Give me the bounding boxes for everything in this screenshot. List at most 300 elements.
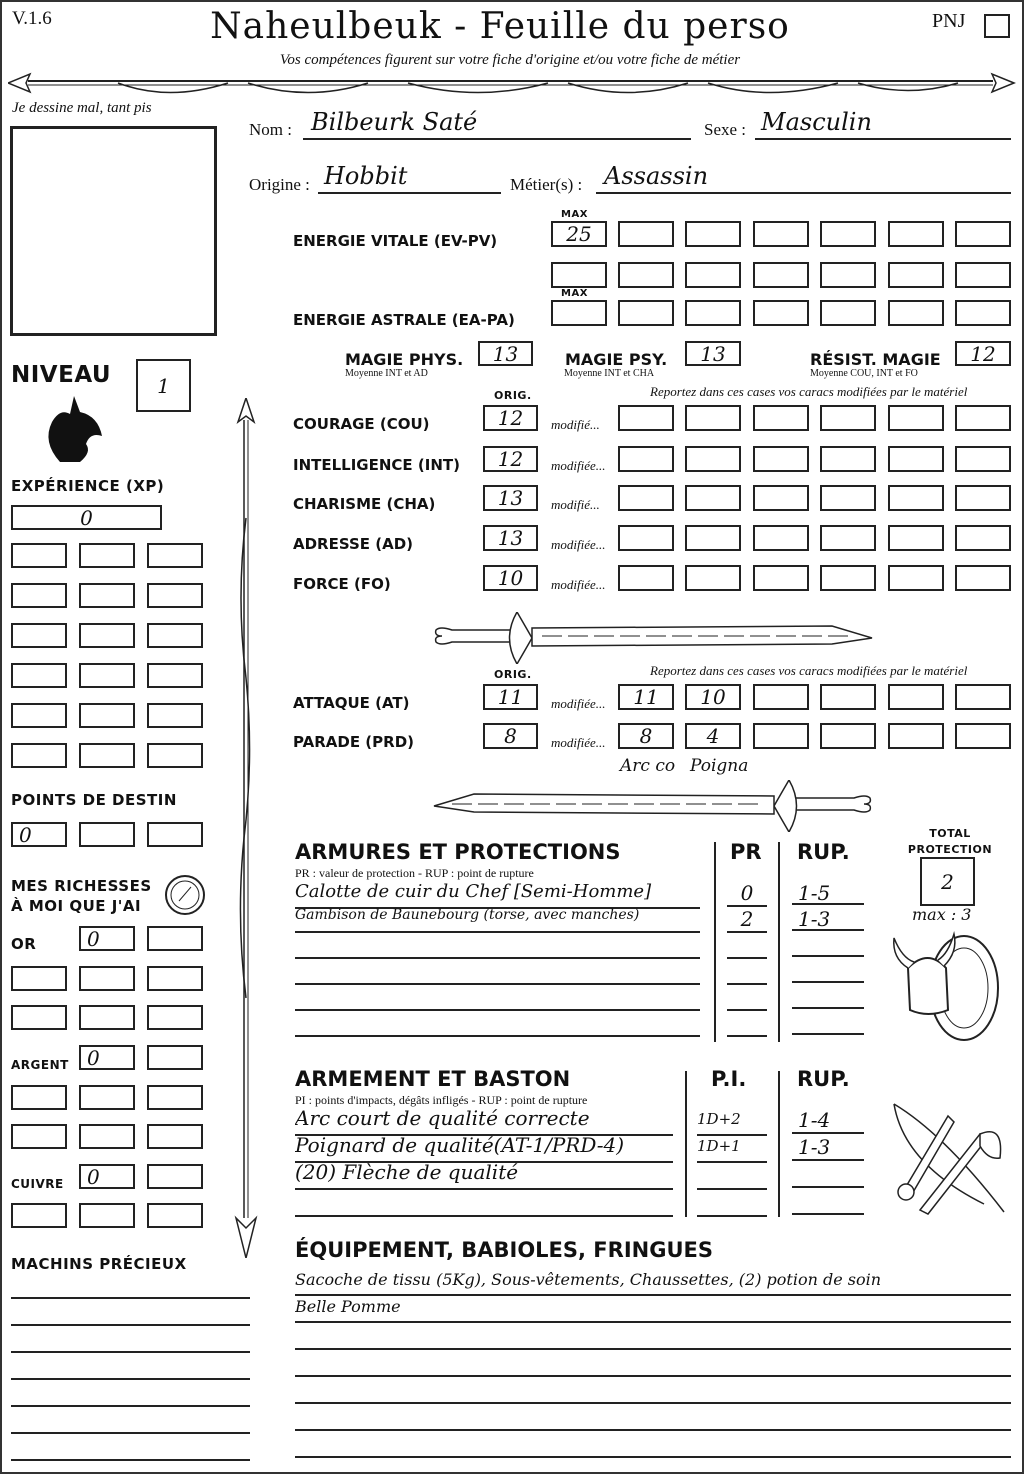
caracs-report-note: Reportez dans ces cases vos caracs modifiées par le matériel <box>650 384 968 399</box>
ev-box-value: 25 <box>566 222 592 246</box>
arme-pi-field[interactable]: 1D+2 <box>697 1110 767 1136</box>
ea-label: ENERGIE ASTRALE (EA-PA) <box>293 311 515 329</box>
money-box-value: 0 <box>87 926 100 951</box>
nom-value: Bilbeurk Saté <box>311 108 478 136</box>
combat-mod-box[interactable] <box>685 723 741 749</box>
xp-slot-box-value <box>149 585 201 606</box>
carac-label: CHARISME (CHA) <box>293 495 436 513</box>
carac-mod-box[interactable] <box>753 405 809 431</box>
money-box[interactable] <box>147 1203 203 1228</box>
money-box[interactable] <box>147 1045 203 1070</box>
money-box-value <box>81 968 133 989</box>
combat-mod-box-value <box>822 725 874 747</box>
money-box[interactable] <box>79 1045 135 1070</box>
carac-mod-box-value <box>755 567 807 589</box>
resist-magie-label: RÉSIST. MAGIE <box>810 350 941 369</box>
spear-divider-icon <box>8 68 1016 102</box>
richesses-label-line-1: MES RICHESSES <box>11 877 152 895</box>
carac-orig-box-value: 12 <box>497 447 524 471</box>
xp-slot-box-value <box>81 625 133 646</box>
carac-mod-box-value <box>620 487 672 509</box>
xp-slot-box-value <box>149 745 201 766</box>
sword-icon <box>432 612 874 664</box>
xp-slot-box[interactable] <box>79 663 135 688</box>
vertical-spear-icon <box>232 398 260 1258</box>
destin-box-value <box>149 824 201 845</box>
money-box[interactable] <box>11 1124 67 1149</box>
carac-mod-box[interactable] <box>820 525 876 551</box>
xp-slot-box-value <box>13 705 65 726</box>
machins-line[interactable] <box>11 1405 250 1407</box>
ea-box[interactable] <box>551 300 607 326</box>
carac-mod-box[interactable] <box>955 525 1011 551</box>
xp-slot-box[interactable] <box>79 543 135 568</box>
money-box-value <box>13 1087 65 1108</box>
combat-mod-box[interactable] <box>888 684 944 710</box>
ea-box[interactable] <box>820 300 876 326</box>
xp-slot-box-value <box>13 625 65 646</box>
ea-box[interactable] <box>753 300 809 326</box>
carac-mod-box[interactable] <box>955 446 1011 472</box>
carac-orig-box-value: 13 <box>497 486 524 510</box>
armement-note: PI : points d'impacts, dégâts infligés - RUP : point de rupture <box>295 1093 588 1107</box>
resist-magie-note: Moyenne COU, INT et FO <box>810 368 918 379</box>
arme-rup-field[interactable]: 1-3 <box>792 1135 864 1161</box>
carac-orig-box[interactable] <box>483 565 538 591</box>
xp-slot-box-value <box>13 585 65 606</box>
xp-slot-box[interactable] <box>147 663 203 688</box>
xp-slot-box[interactable] <box>11 623 67 648</box>
carac-mod-box[interactable] <box>888 485 944 511</box>
xp-slot-box[interactable] <box>79 623 135 648</box>
ev-box[interactable] <box>820 262 876 288</box>
arme-name-field[interactable] <box>295 1187 673 1217</box>
combat-mod-box[interactable] <box>685 684 741 710</box>
carac-orig-box[interactable] <box>483 446 538 472</box>
xp-slot-box[interactable] <box>11 663 67 688</box>
nom-label: Nom : <box>249 120 292 139</box>
armures-divider <box>714 842 716 1042</box>
pnj-checkbox[interactable] <box>984 14 1010 38</box>
combat-mod-box[interactable] <box>888 723 944 749</box>
carac-mod-box[interactable] <box>753 485 809 511</box>
carac-mod-box-value <box>755 487 807 509</box>
carac-mod-box-value <box>755 407 807 429</box>
niveau-value: 1 <box>157 373 170 398</box>
destin-box-value: 0 <box>19 822 32 847</box>
xp-slot-box-value <box>81 585 133 606</box>
xp-label: EXPÉRIENCE (XP) <box>11 477 165 495</box>
money-box[interactable] <box>79 966 135 991</box>
ev-box[interactable] <box>551 221 607 247</box>
carac-mod-box[interactable] <box>685 565 741 591</box>
machins-line[interactable] <box>11 1378 250 1380</box>
armure-rup-field[interactable]: 1-5 <box>792 881 864 905</box>
armures-title: ARMURES ET PROTECTIONS <box>295 840 621 864</box>
money-box-value <box>13 1007 65 1028</box>
armure-name-field[interactable] <box>295 1011 700 1037</box>
combat-mod-box-value <box>755 686 807 708</box>
combat-mod-box[interactable] <box>955 723 1011 749</box>
ev-box[interactable] <box>888 262 944 288</box>
equipement-line[interactable] <box>295 1378 1011 1404</box>
ea-box[interactable] <box>618 300 674 326</box>
ev-box-value <box>755 264 807 286</box>
metier-label: Métier(s) : <box>510 175 583 194</box>
xp-slot-box[interactable] <box>11 583 67 608</box>
money-box[interactable] <box>147 1124 203 1149</box>
portrait-caption: Je dessine mal, tant pis <box>12 100 152 116</box>
money-box[interactable] <box>147 1164 203 1189</box>
combat-mod-box[interactable] <box>753 684 809 710</box>
carac-mod-box[interactable] <box>618 565 674 591</box>
xp-slot-box[interactable] <box>11 703 67 728</box>
carac-mod-box-value <box>957 567 1009 589</box>
armure-name-field[interactable] <box>295 959 700 985</box>
carac-mod-box[interactable] <box>820 405 876 431</box>
combat-orig-box[interactable] <box>483 684 538 710</box>
xp-slot-box[interactable] <box>147 703 203 728</box>
ev-box-value <box>553 264 605 286</box>
ev-box[interactable] <box>685 262 741 288</box>
carac-mod-box-value <box>620 448 672 470</box>
combat-mod-box[interactable] <box>820 684 876 710</box>
resist-magie-box[interactable] <box>955 341 1011 366</box>
money-box[interactable] <box>79 1164 135 1189</box>
arme-pi-field[interactable]: 1D+1 <box>697 1137 767 1163</box>
carac-modifie-label: modifiée... <box>551 537 606 552</box>
carac-mod-box[interactable] <box>955 405 1011 431</box>
armure-name-field[interactable] <box>295 933 700 959</box>
carac-mod-box[interactable] <box>888 565 944 591</box>
carac-mod-box[interactable] <box>618 525 674 551</box>
ev-box[interactable] <box>753 221 809 247</box>
carac-mod-box[interactable] <box>955 565 1011 591</box>
carac-mod-box-value <box>822 487 874 509</box>
money-box[interactable] <box>147 966 203 991</box>
money-box-value <box>13 968 65 989</box>
money-box[interactable] <box>11 966 67 991</box>
equipement-line[interactable] <box>295 1351 1011 1377</box>
carac-mod-box[interactable] <box>753 446 809 472</box>
combat-mod-box-value <box>822 686 874 708</box>
armures-note: PR : valeur de protection - RUP : point de rupture <box>295 866 534 880</box>
carac-mod-box-value <box>755 448 807 470</box>
origine-field[interactable] <box>318 162 501 194</box>
resist-magie-value: 12 <box>970 341 996 366</box>
magie-psy-box[interactable] <box>685 341 741 366</box>
armure-pr-field[interactable] <box>727 1011 767 1037</box>
carac-mod-box[interactable] <box>685 525 741 551</box>
combat-mod-box[interactable] <box>618 684 674 710</box>
xp-slot-box-value <box>149 625 201 646</box>
carac-label: FORCE (FO) <box>293 575 391 593</box>
combat-mod-box[interactable] <box>753 723 809 749</box>
armement-col-rup: RUP. <box>797 1067 850 1091</box>
xp-slot-box[interactable] <box>147 623 203 648</box>
coin-icon <box>163 873 207 917</box>
carac-mod-box-value <box>890 527 942 549</box>
money-box[interactable] <box>147 926 203 951</box>
helmet-shield-icon <box>888 928 1004 1046</box>
arme-pi-field[interactable] <box>697 1191 767 1217</box>
ev-box-value <box>687 264 739 286</box>
ea-max-label: MAX <box>561 288 588 299</box>
carac-mod-box-value <box>822 448 874 470</box>
equipement-line[interactable]: Sacoche de tissu (5Kg), Sous-vêtements, Chaussettes, (2) potion de soin <box>295 1270 1011 1296</box>
armure-pr-field[interactable] <box>727 985 767 1011</box>
money-box-value <box>13 1205 65 1226</box>
destin-box[interactable] <box>147 822 203 847</box>
armure-pr-field[interactable]: 0 <box>727 881 767 907</box>
metier-field[interactable] <box>596 162 1011 194</box>
combat-report-note: Reportez dans ces cases vos caracs modifiées par le matériel <box>650 663 968 678</box>
machins-line[interactable] <box>11 1459 250 1461</box>
ea-box[interactable] <box>955 300 1011 326</box>
destin-box-value <box>81 824 133 845</box>
xp-slot-box[interactable] <box>11 743 67 768</box>
money-box-value <box>149 1047 201 1068</box>
carac-mod-box[interactable] <box>820 485 876 511</box>
ea-box-value <box>687 302 739 324</box>
carac-mod-box[interactable] <box>685 485 741 511</box>
carac-modifie-label: modifié... <box>551 497 600 512</box>
xp-slot-box-value <box>149 705 201 726</box>
ea-box[interactable] <box>888 300 944 326</box>
caracs-orig-label: ORIG. <box>494 389 532 402</box>
carac-mod-box-value <box>687 527 739 549</box>
carac-orig-box[interactable] <box>483 405 538 431</box>
xp-box[interactable] <box>11 505 162 530</box>
xp-slot-box[interactable] <box>147 743 203 768</box>
ev-box[interactable] <box>618 262 674 288</box>
xp-slot-box[interactable] <box>79 583 135 608</box>
ev-box[interactable] <box>888 221 944 247</box>
carac-modifie-label: modifiée... <box>551 458 606 473</box>
money-box-value <box>149 1126 201 1147</box>
combat-mod-box[interactable] <box>820 723 876 749</box>
portrait-box[interactable] <box>10 126 217 336</box>
ev-label: ENERGIE VITALE (EV-PV) <box>293 232 498 250</box>
carac-orig-box[interactable] <box>483 485 538 511</box>
armure-name-field[interactable] <box>295 985 700 1011</box>
xp-slot-box[interactable] <box>147 543 203 568</box>
carac-mod-box[interactable] <box>618 446 674 472</box>
carac-mod-box[interactable] <box>888 525 944 551</box>
carac-orig-box-value: 12 <box>497 406 524 430</box>
money-box-value <box>149 1205 201 1226</box>
version-label: V.1.6 <box>12 8 52 29</box>
equipement-line[interactable] <box>295 1432 1011 1458</box>
machins-line[interactable] <box>11 1324 250 1326</box>
ea-box-value <box>822 302 874 324</box>
arme-rup-field[interactable] <box>792 1162 864 1188</box>
combat-mod-box-value: 8 <box>639 724 653 748</box>
armure-rup-field[interactable] <box>792 933 864 957</box>
armure-name-field[interactable]: Gambison de Baunebourg (torse, avec manches) <box>295 907 700 933</box>
money-box[interactable] <box>147 1005 203 1030</box>
origine-label: Origine : <box>249 175 310 194</box>
ev-box-value <box>822 264 874 286</box>
carac-mod-box-value <box>890 448 942 470</box>
xp-slot-box-value <box>81 665 133 686</box>
combat-modifie-label: modifiée... <box>551 735 606 750</box>
ev-box-value <box>890 223 942 245</box>
carac-mod-box[interactable] <box>753 525 809 551</box>
combat-mod-box-value <box>957 725 1009 747</box>
carac-mod-box-value <box>822 567 874 589</box>
armures-col-pr: PR <box>730 840 762 864</box>
money-box[interactable] <box>11 1085 67 1110</box>
armure-pr-field[interactable]: 2 <box>727 907 767 933</box>
arme-rup-field[interactable]: 1-4 <box>792 1108 864 1134</box>
armure-pr-field[interactable] <box>727 933 767 959</box>
money-box[interactable] <box>79 1124 135 1149</box>
money-box-value: 0 <box>87 1045 100 1070</box>
combat-mod-box[interactable] <box>618 723 674 749</box>
destin-label: POINTS DE DESTIN <box>11 791 177 809</box>
ev-box[interactable] <box>618 221 674 247</box>
sword-icon <box>432 780 874 832</box>
xp-slot-box[interactable] <box>147 583 203 608</box>
ev-box[interactable] <box>753 262 809 288</box>
armure-rup-field[interactable] <box>792 959 864 983</box>
money-box[interactable] <box>79 1005 135 1030</box>
magie-phys-label: MAGIE PHYS. <box>345 350 464 369</box>
money-box[interactable] <box>11 1005 67 1030</box>
carac-mod-box[interactable] <box>955 485 1011 511</box>
sexe-label: Sexe : <box>704 120 747 139</box>
xp-slot-box[interactable] <box>79 703 135 728</box>
carac-orig-box[interactable] <box>483 525 538 551</box>
carac-label: ADRESSE (AD) <box>293 535 414 553</box>
niveau-box[interactable] <box>136 359 191 412</box>
money-box[interactable] <box>11 1203 67 1228</box>
sexe-field[interactable] <box>755 108 1011 140</box>
arme-rup-field[interactable] <box>792 1189 864 1215</box>
ev-box[interactable] <box>551 262 607 288</box>
page-subtitle: Vos compétences figurent sur votre fiche d'origine et/ou votre fiche de métier <box>279 52 741 68</box>
carac-mod-box[interactable] <box>618 485 674 511</box>
arme-name-field[interactable]: (20) Flèche de qualité <box>295 1160 673 1190</box>
total-protection-box[interactable] <box>920 857 975 906</box>
carac-mod-box[interactable] <box>685 405 741 431</box>
armure-rup-field[interactable] <box>792 1011 864 1035</box>
combat-label: ATTAQUE (AT) <box>293 694 410 712</box>
ev-box-value <box>957 223 1009 245</box>
arme-name-field[interactable]: Poignard de qualité(AT-1/PRD-4) <box>295 1133 673 1163</box>
carac-mod-box-value <box>687 448 739 470</box>
carac-mod-box[interactable] <box>820 565 876 591</box>
combat-orig-box[interactable] <box>483 723 538 749</box>
cuivre-label: CUIVRE <box>11 1177 64 1191</box>
arme-name-field[interactable]: Arc court de qualité correcte <box>295 1106 673 1136</box>
combat-mod-box-value <box>890 686 942 708</box>
page-title: Naheulbeuk - Feuille du perso <box>210 6 790 47</box>
money-box-value <box>149 1007 201 1028</box>
money-box[interactable] <box>79 1085 135 1110</box>
machins-line[interactable] <box>11 1297 250 1299</box>
magie-phys-box[interactable] <box>478 341 533 366</box>
combat-mod-box[interactable] <box>955 684 1011 710</box>
money-box-value <box>81 1205 133 1226</box>
xp-slot-box[interactable] <box>11 543 67 568</box>
xp-slot-box[interactable] <box>79 743 135 768</box>
carac-mod-box-value <box>755 527 807 549</box>
carac-mod-box-value <box>620 527 672 549</box>
destin-box[interactable] <box>11 822 67 847</box>
carac-mod-box[interactable] <box>888 446 944 472</box>
armure-rup-field[interactable]: 1-3 <box>792 907 864 931</box>
money-box[interactable] <box>79 926 135 951</box>
equipement-line[interactable] <box>295 1405 1011 1431</box>
nom-field[interactable] <box>303 108 691 140</box>
armement-divider <box>685 1071 687 1217</box>
carac-mod-box-value <box>957 527 1009 549</box>
destin-box[interactable] <box>79 822 135 847</box>
ev-box[interactable] <box>955 262 1011 288</box>
ev-box[interactable] <box>820 221 876 247</box>
machins-line[interactable] <box>11 1351 250 1353</box>
magie-psy-value: 13 <box>700 341 726 366</box>
money-box[interactable] <box>79 1203 135 1228</box>
carac-modifie-label: modifiée... <box>551 577 606 592</box>
armure-pr-field[interactable] <box>727 959 767 985</box>
ev-box[interactable] <box>955 221 1011 247</box>
origine-value: Hobbit <box>324 162 408 190</box>
xp-slot-box-value <box>149 665 201 686</box>
machins-line[interactable] <box>11 1432 250 1434</box>
carac-mod-box[interactable] <box>753 565 809 591</box>
equipement-line[interactable] <box>295 1324 1011 1350</box>
combat-orig-box-value: 8 <box>504 724 517 748</box>
carac-mod-box[interactable] <box>685 446 741 472</box>
pnj-label: PNJ <box>932 10 966 32</box>
combat-orig-box-value: 11 <box>497 685 524 709</box>
xp-slot-box-value <box>13 745 65 766</box>
ea-box-value <box>957 302 1009 324</box>
carac-mod-box-value <box>687 487 739 509</box>
xp-slot-box-value <box>81 745 133 766</box>
ev-box[interactable] <box>685 221 741 247</box>
combat-modifie-label: modifiée... <box>551 696 606 711</box>
arme-pi-field[interactable] <box>697 1164 767 1190</box>
magie-psy-label: MAGIE PSY. <box>565 350 668 369</box>
money-box-value <box>13 1126 65 1147</box>
ea-box[interactable] <box>685 300 741 326</box>
money-box-value <box>149 968 201 989</box>
carac-mod-box-value <box>957 487 1009 509</box>
dragon-icon <box>40 392 106 464</box>
money-box[interactable] <box>147 1085 203 1110</box>
ev-box-value <box>687 223 739 245</box>
carac-mod-box-value <box>890 487 942 509</box>
ev-box-value <box>957 264 1009 286</box>
total-label-line-2: PROTECTION <box>907 843 993 856</box>
carac-mod-box[interactable] <box>820 446 876 472</box>
combat-mod-box-value <box>957 686 1009 708</box>
carac-mod-box[interactable] <box>618 405 674 431</box>
richesses-label <box>11 876 152 916</box>
armure-rup-field[interactable] <box>792 985 864 1009</box>
ev-box-value <box>755 223 807 245</box>
armure-name-field[interactable]: Calotte de cuir du Chef [Semi-Homme] <box>295 881 700 909</box>
carac-mod-box-value <box>822 407 874 429</box>
equipement-line[interactable]: Belle Pomme <box>295 1297 1011 1323</box>
ev-box-value <box>890 264 942 286</box>
carac-mod-box[interactable] <box>888 405 944 431</box>
ev-box-value <box>620 264 672 286</box>
